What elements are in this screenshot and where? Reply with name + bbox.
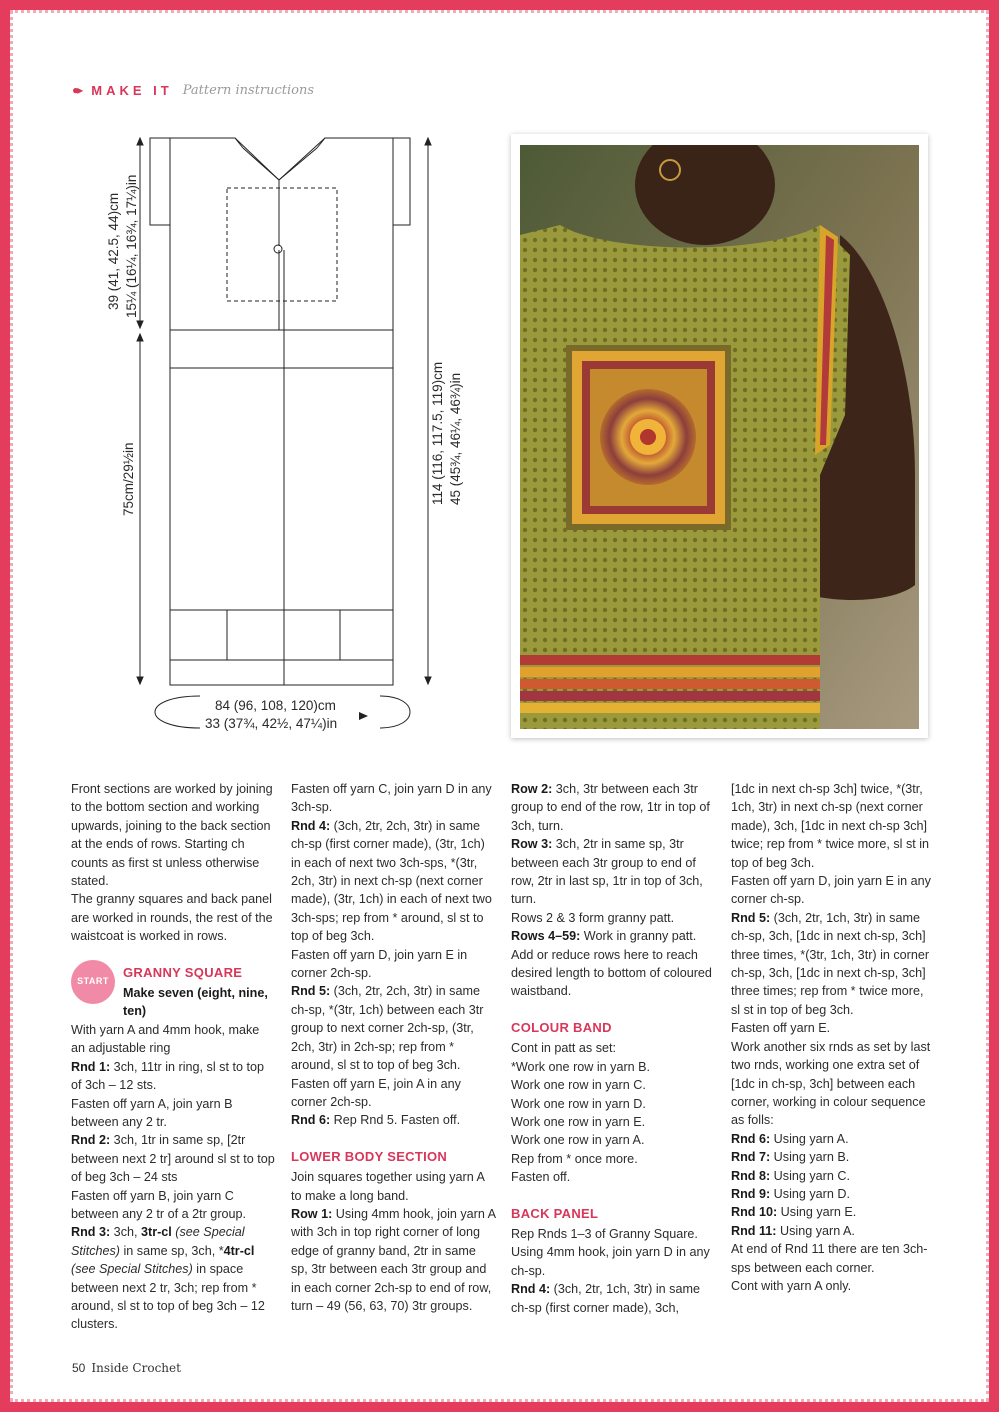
instruction: Add or reduce rows here to reach desired length to bottom of coloured waistband. (511, 947, 712, 999)
rnd-1: Rnd 1: 3ch, 11tr in ring, sl st to top of 3ch – 12 sts. (71, 1059, 264, 1093)
lower-body-heading: LOWER BODY SECTION (291, 1148, 448, 1164)
width-cm: 84 (96, 108, 120)cm (215, 698, 336, 713)
rnd-2: Rnd 2: 3ch, 1tr in same sp, [2tr between next 2 tr] around sl st to top of beg 3ch – 24 sts (71, 1133, 275, 1185)
instruction: Fasten off yarn E. (731, 1021, 831, 1036)
granny-square-heading-row (71, 964, 276, 1021)
make-count: Make seven (eight, nine, ten) (123, 986, 268, 1019)
granny-square-heading: GRANNY SQUARE (123, 964, 243, 980)
rnd-6-back: Rnd 6: Using yarn A. (731, 1131, 849, 1146)
rnd-5: Rnd 5: (3ch, 2tr, 2ch, 3tr) in same ch-sp, *(3tr, 1ch) between each 3tr group to next corner 2ch-sp, (3tr, 2ch, 3tr) in 2ch-sp; rep from * around, sl st to top of beg 3ch. (291, 984, 484, 1073)
colour-step: *Work one row in yarn B. (511, 1059, 651, 1074)
rows-4-59: Rows 4–59: Work in granny patt. (511, 929, 697, 944)
column-4 (731, 780, 936, 1295)
column-1 (71, 780, 276, 1334)
colour-band-heading: COLOUR BAND (511, 1019, 612, 1035)
column-3 (511, 780, 716, 1317)
instruction: Rows 2 & 3 form granny patt. (511, 910, 675, 925)
instruction: Fasten off yarn D, join yarn E in corner 2ch-sp. (291, 947, 468, 981)
rnd-9-back: Rnd 9: Using yarn D. (731, 1186, 850, 1201)
instruction: Join squares together using yarn A to make a long band. (291, 1170, 485, 1203)
rnd-5-back: Rnd 5: (3ch, 2tr, 1ch, 3tr) in same ch-sp, 3ch, [1dc in next ch-sp, 3ch] three times, *(3tr, 1ch, 3tr) in corner ch-sp, 3ch, [1dc in next ch-sp, 3ch] three times; rep from * twice more, sl st in top of beg 3ch. (731, 910, 930, 1017)
instruction: With yarn A and 4mm hook, make an adjustable ring (71, 1022, 260, 1056)
rnd-4-back: Rnd 4: (3ch, 2tr, 1ch, 3tr) in same ch-sp (first corner made), 3ch, (511, 1282, 700, 1315)
instruction: Using 4mm hook, join yarn D in any ch-sp. (511, 1245, 710, 1278)
colour-step: Work one row in yarn C. (511, 1078, 646, 1093)
instruction: Fasten off yarn E, join A in any corner 2ch-sp. (291, 1076, 461, 1109)
width-in: 33 (37¾, 42½, 47¼)in (205, 716, 338, 731)
waistcoat-photo (520, 145, 919, 729)
start-badge: START (71, 960, 115, 1004)
arrow-icon: ●▸ (72, 83, 82, 97)
instruction: Fasten off yarn C, join yarn D in any 3ch-sp. (291, 782, 492, 815)
garment-schematic (100, 130, 480, 740)
instruction: Fasten off yarn A, join yarn B between any 2 tr. (71, 1096, 233, 1129)
page-number: 50 (72, 1361, 86, 1375)
column-2 (291, 780, 496, 1315)
rnd-11-back: Rnd 11: Using yarn A. (731, 1223, 855, 1238)
rnd-6: Rnd 6: Rep Rnd 5. Fasten off. (291, 1113, 461, 1128)
section-subtitle: Pattern instructions (182, 82, 315, 98)
instruction: Cont with yarn A only. (731, 1278, 852, 1293)
page-footer (72, 1361, 181, 1375)
photo-frame (511, 134, 928, 738)
colour-step: Rep from * once more. (511, 1151, 638, 1166)
back-panel-heading: BACK PANEL (511, 1205, 599, 1221)
section-title: MAKE IT (91, 82, 173, 98)
height-bottom: 75cm/29½in (121, 442, 136, 516)
total-height-cm: 114 (116, 117.5, 119)cm (430, 361, 445, 505)
rnd-7-back: Rnd 7: Using yarn B. (731, 1150, 850, 1165)
instruction: At end of Rnd 11 there are ten 3ch-sps between each corner. (731, 1242, 928, 1275)
row-2: Row 2: 3ch, 3tr between each 3tr group to end of the row, 1tr in top of 3ch, turn. (511, 782, 710, 833)
total-height-in: 45 (45¾, 46¼, 46¾)in (448, 372, 463, 505)
instruction: Fasten off yarn B, join yarn C between any 2 tr of a 2tr group. (71, 1188, 247, 1221)
intro-paragraph-2: The granny squares and back panel are worked in rounds, the rest of the waistcoat is worked in rows. (71, 892, 273, 944)
height-top-cm: 39 (41, 42.5, 44)cm (106, 192, 121, 310)
rnd-10-back: Rnd 10: Using yarn E. (731, 1205, 857, 1220)
rnd-4: Rnd 4: (3ch, 2tr, 2ch, 3tr) in same ch-sp (first corner made), (3tr, 1ch) in each of next two 3ch-sps, *(3tr, 2ch, 3tr) in next ch-sp (next corner made), (3tr, 1ch) in each of next two 3ch-sps; rep from * around, sl st to top of beg 3ch. (291, 818, 492, 944)
section-header (72, 80, 314, 100)
instruction: [1dc in next ch-sp 3ch] twice, *(3tr, 1ch, 3tr) in next ch-sp (next corner made), 3ch, [1dc in next ch-sp 3ch] twice; rep from * twice more, sl st in top of beg 3ch. (731, 782, 930, 870)
rnd-3: Rnd 3: 3ch, 3tr-cl (see Special Stitches) in same sp, 3ch, *4tr-cl (see Special Stitches) in space between next 2 tr, 3ch; rep from * around, sl st to top of beg 3ch – 12 clusters. (71, 1225, 265, 1332)
instruction: Rep Rnds 1–3 of Granny Square. (511, 1226, 698, 1241)
magazine-name: Inside Crochet (91, 1361, 181, 1375)
row-1: Row 1: Using 4mm hook, join yarn A with 3ch in top right corner of long edge of granny band, 2tr in same sp, 3tr between each 3tr group and in each corner 2ch-sp to end of row, turn – 49 (56, 63, 70) 3tr groups. (291, 1206, 496, 1313)
rnd-8-back: Rnd 8: Using yarn C. (731, 1168, 850, 1183)
instruction: Fasten off yarn D, join yarn E in any corner ch-sp. (731, 874, 931, 907)
colour-step: Cont in patt as set: (511, 1041, 617, 1056)
instruction: Work another six rnds as set by last two rnds, working one extra set of [1dc in ch-sp, 3ch] between each corner, working in colour sequence as folls: (731, 1039, 931, 1128)
colour-step: Fasten off. (511, 1170, 571, 1185)
intro-paragraph: Front sections are worked by joining to the bottom section and working upwards, joining to the back section at the ends of rows. Starting ch counts as first st unless otherwise stated. (71, 782, 273, 889)
colour-step: Work one row in yarn E. (511, 1114, 646, 1129)
colour-step: Work one row in yarn D. (511, 1096, 646, 1111)
colour-step: Work one row in yarn A. (511, 1133, 645, 1148)
row-3: Row 3: 3ch, 2tr in same sp, 3tr between each 3tr group to end of row, 2tr in last sp, 1tr in top of 3ch, turn. (511, 837, 703, 907)
height-top-in: 15¼ (16¼, 16¾, 17¼)in (124, 174, 139, 318)
